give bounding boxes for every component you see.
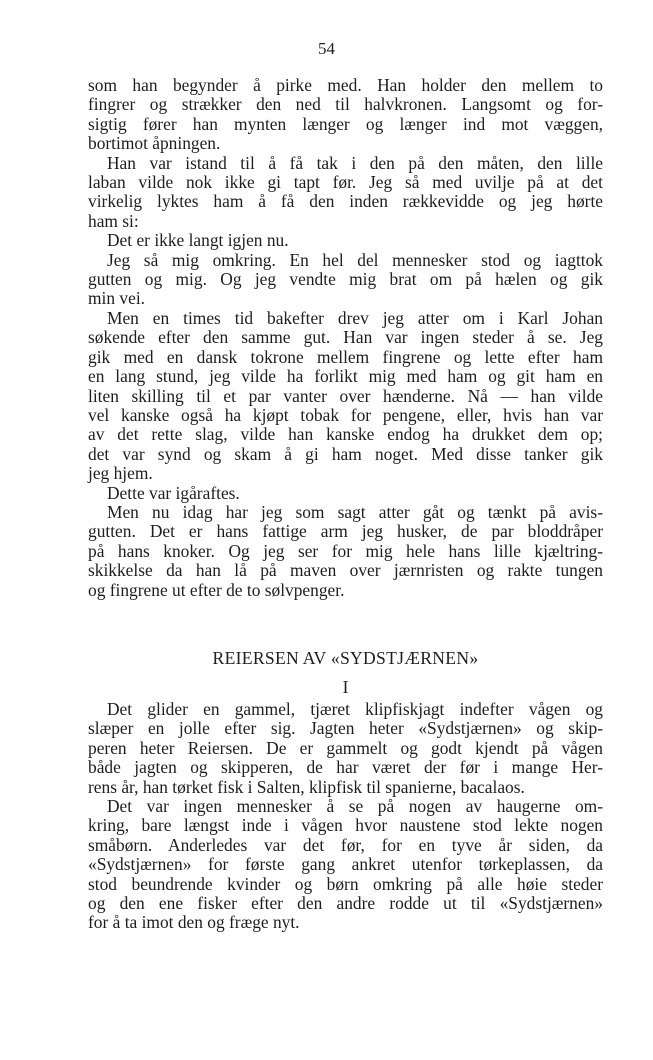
text-line: «Sydstjærnen» for første gang ankret utenfor tørkeplassen, da [88, 854, 603, 875]
text-line: fingrer og strækker den ned til halvkronen. Langsomt og for- [88, 94, 603, 115]
paragraph [88, 231, 603, 250]
text-line: både jagten og skipperen, de har været der før i mange Her- [88, 757, 603, 778]
text-line: virkelig lyktes ham å få den inden rækkevidde og jeg hørte [88, 191, 603, 212]
paragraph [88, 484, 603, 503]
text-line: småbørn. Anderledes var det før, for en tyve år siden, da [88, 834, 603, 855]
paragraph [88, 154, 603, 232]
text-line: stod beundrende kvinder og børn omkring på alle høie steder [88, 873, 603, 894]
text-line: og fingrene ut efter de to sølvpenger. [88, 579, 345, 600]
text-line: laban vilde nok ikke gi tapt før. Jeg så med uvilje på at det [88, 172, 603, 193]
paragraph [88, 700, 603, 797]
text-line: en lang stund, jeg vilde ha forlikt mig med ham og git ham en [88, 366, 603, 387]
page-number: 54 [318, 39, 335, 58]
text-line: rens år, han tørket fisk i Salten, klipfisk til spanierne, bacalaos. [88, 776, 525, 797]
text-line: og den ene fisker efter den andre rodde ut til «Sydstjærnen» [88, 893, 603, 914]
text-line: av det rette slag, vilde han kanske endog ha drukket dem op; [88, 424, 603, 445]
text-line: søkende efter den samme gut. Han var ingen steder å se. Jeg [88, 327, 603, 348]
text-line: det var synd og skam å gi ham noget. Med disse tanker gik [88, 443, 603, 464]
text-line: Men nu idag har jeg som sagt atter gåt og tænkt på avis- [107, 501, 603, 522]
text-line: for å ta imot den og fræge nyt. [88, 912, 300, 933]
text-line: Han var istand til å få tak i den på den måten, den lille [107, 152, 603, 173]
text-line: min vei. [88, 288, 145, 309]
text-line: gik med en dansk tokrone mellem fingrene og lette efter ham [88, 346, 603, 367]
story-title: REIERSEN AV «SYDSTJÆRNEN» [212, 648, 479, 668]
text-line: slæper en jolle efter sig. Jagten heter «Sydstjærnen» og skip- [88, 718, 603, 739]
text-line: skikkelse da han lå på maven over jærnristen og rakte tungen [88, 560, 603, 581]
text-line: liten skilling til et par vanter over hænderne. Nå — han vilde [88, 385, 603, 406]
paragraph [88, 503, 603, 600]
text-line: peren heter Reiersen. De er gammelt og godt kjendt på vågen [88, 737, 603, 758]
text-line: gutten. Det er hans fattige arm jeg husker, de par bloddråper [88, 521, 603, 542]
paragraph [88, 251, 603, 309]
text-line: gutten og mig. Og jeg vendte mig brat om på hælen og gik [88, 269, 603, 290]
text-line: Dette var igåraftes. [107, 482, 240, 503]
text-line: som han begynder å pirke med. Han holder den mellem to [88, 75, 603, 95]
text-line: Jeg så mig omkring. En hel del mennesker stod og iagttok [107, 249, 603, 270]
text-line: Det glider en gammel, tjæret klipfiskjagt indefter vågen og [107, 699, 603, 719]
paragraph [88, 309, 603, 484]
text-line: Men en times tid bakefter drev jeg atter om i Karl Johan [107, 307, 603, 328]
text-line: sigtig fører han mynten længer og længer ind mot væggen, [88, 113, 603, 134]
paragraph [88, 76, 603, 154]
paragraph [88, 797, 603, 933]
chapter-number: I [342, 677, 349, 697]
text-line: bortimot åpningen. [88, 133, 221, 154]
body-text-section-two [88, 700, 603, 933]
body-text-section-one [88, 76, 603, 600]
text-line: kring, bare længst inde i vågen hvor naustene stod lekte nogen [88, 815, 603, 836]
text-line: på hans knoker. Og jeg ser for mig hele hans lille kjæltring- [88, 540, 603, 561]
text-line: vel kanske også ha kjøpt tobak for pengene, eller, hvis han var [88, 404, 603, 425]
text-line: jeg hjem. [88, 463, 153, 484]
text-line: ham si: [88, 210, 139, 231]
text-line: Det er ikke langt igjen nu. [107, 230, 289, 251]
text-line: Det var ingen mennesker å se på nogen av haugerne om- [107, 796, 603, 817]
